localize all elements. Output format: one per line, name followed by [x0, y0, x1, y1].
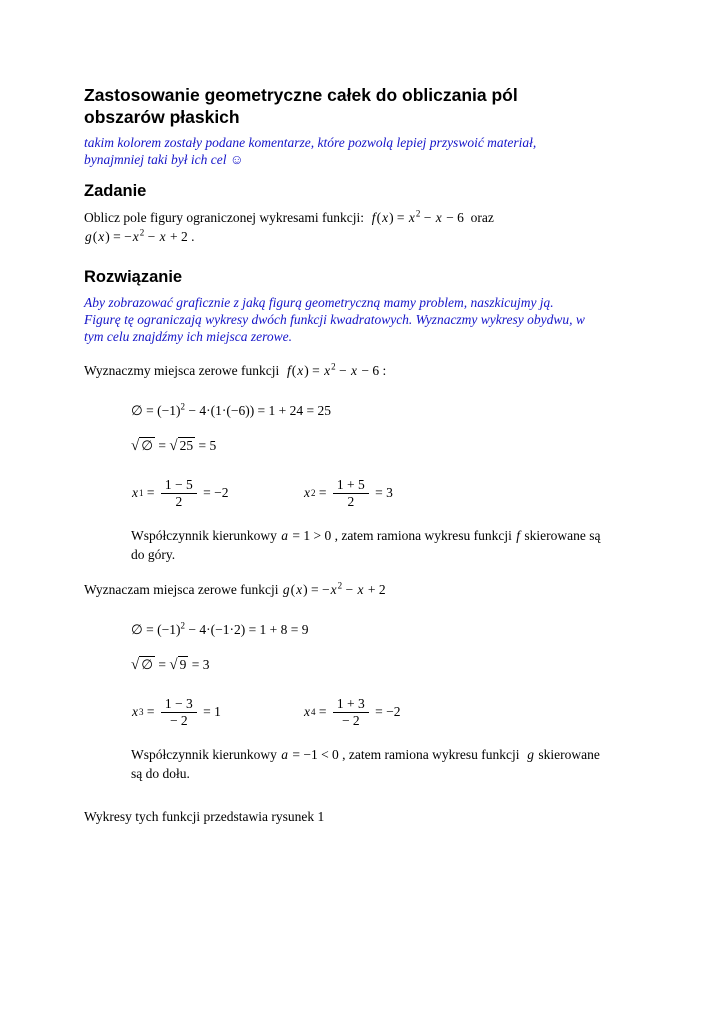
- solution-comment: [84, 294, 646, 345]
- equation-x3: x 3 = $\frac{1 - 3}{- 2}$ = 1: [132, 695, 221, 728]
- task-statement: Oblicz pole figury ograniczonej wykresami funkcji: $f(x) = x^2 - x - 6$ oraz $g(x) = -x^2 - x + 2$ .: [84, 208, 494, 244]
- equation-x1: x 1 = $\frac{1 - 5}{2}$ = −2: [132, 476, 229, 509]
- fraction: $\frac{1 - 3}{- 2}$: [161, 696, 197, 729]
- equation-delta-g: ∅ = $(-1)^2 - 4\cdot(-1\cdot 2) = 1 + 8 = 9$: [131, 620, 309, 637]
- equations-roots-f: [131, 474, 646, 512]
- solution-comment-line: tym celu znajdźmy ich miejsca zerowe.: [84, 329, 292, 344]
- section-heading-solution: Rozwiązanie: [84, 268, 183, 286]
- solution-comment-line: Figurę tę ograniczają wykresy dwóch funkcji kwadratowych. Wyznaczmy wykresy obydwu, w: [84, 312, 585, 327]
- math-block-g: [131, 621, 646, 783]
- figure-reference: Wykresy tych funkcji przedstawia rysunek 1: [84, 809, 325, 824]
- coefficient-note-f: Współczynnik kierunkowy a = 1 > 0 , zatem ramiona wykresu funkcji f skierowane są do góry.: [131, 528, 601, 562]
- intro-comment: [84, 134, 646, 168]
- intro-comment-line: bynajmniej taki był ich cel ☺: [84, 152, 244, 167]
- zeros-f-statement: Wyznaczmy miejsca zerowe funkcji $f(x) = x^2 - x - 6$ :: [84, 361, 387, 378]
- document-title: [84, 84, 646, 128]
- equation-delta-f: ∅ = $(-1)^2 - 4\cdot(1\cdot(-6)) = 1 + 24 = 25$: [131, 401, 332, 418]
- fraction: $\frac{1 - 5}{2}$: [161, 477, 197, 510]
- section-heading-task: Zadanie: [84, 182, 147, 200]
- sqrt-expression: √ 25: [169, 438, 194, 454]
- math-block-f: [131, 402, 646, 564]
- equation-x2: x 2 = $\frac{1 + 5}{2}$ = 3: [304, 476, 393, 509]
- coefficient-note-g: Współczynnik kierunkowy a = −1 < 0 , zatem ramiona wykresu funkcji g skierowane są do dołu.: [131, 747, 600, 781]
- sqrt-expression: √ ∅: [131, 438, 153, 454]
- equations-roots-g: [131, 693, 646, 731]
- fraction: $\frac{1 + 3}{- 2}$: [333, 696, 369, 729]
- equation-sqrt-g: √ ∅ = √ 9 = 3: [131, 657, 210, 673]
- equation-x4: x 4 = $\frac{1 + 3}{- 2}$ = −2: [304, 695, 401, 728]
- fraction: $\frac{1 + 5}{2}$: [333, 477, 369, 510]
- solution-comment-line: Aby zobrazować graficznie z jaką figurą geometryczną mamy problem, naszkicujmy ją.: [84, 295, 554, 310]
- zeros-g-statement: Wyznaczam miejsca zerowe funkcji $g(x) = -x^2 - x + 2$: [84, 580, 386, 597]
- title-line: Zastosowanie geometryczne całek do obliczania pól: [84, 85, 518, 105]
- equation-sqrt-f: √ ∅ = √ 25 = 5: [131, 438, 217, 454]
- intro-comment-line: takim kolorem zostały podane komentarze, które pozwolą lepiej przyswoić materiał,: [84, 135, 537, 150]
- sqrt-expression: √ 9: [169, 657, 187, 673]
- sqrt-expression: √ ∅: [131, 657, 153, 673]
- title-line: obszarów płaskich: [84, 107, 240, 127]
